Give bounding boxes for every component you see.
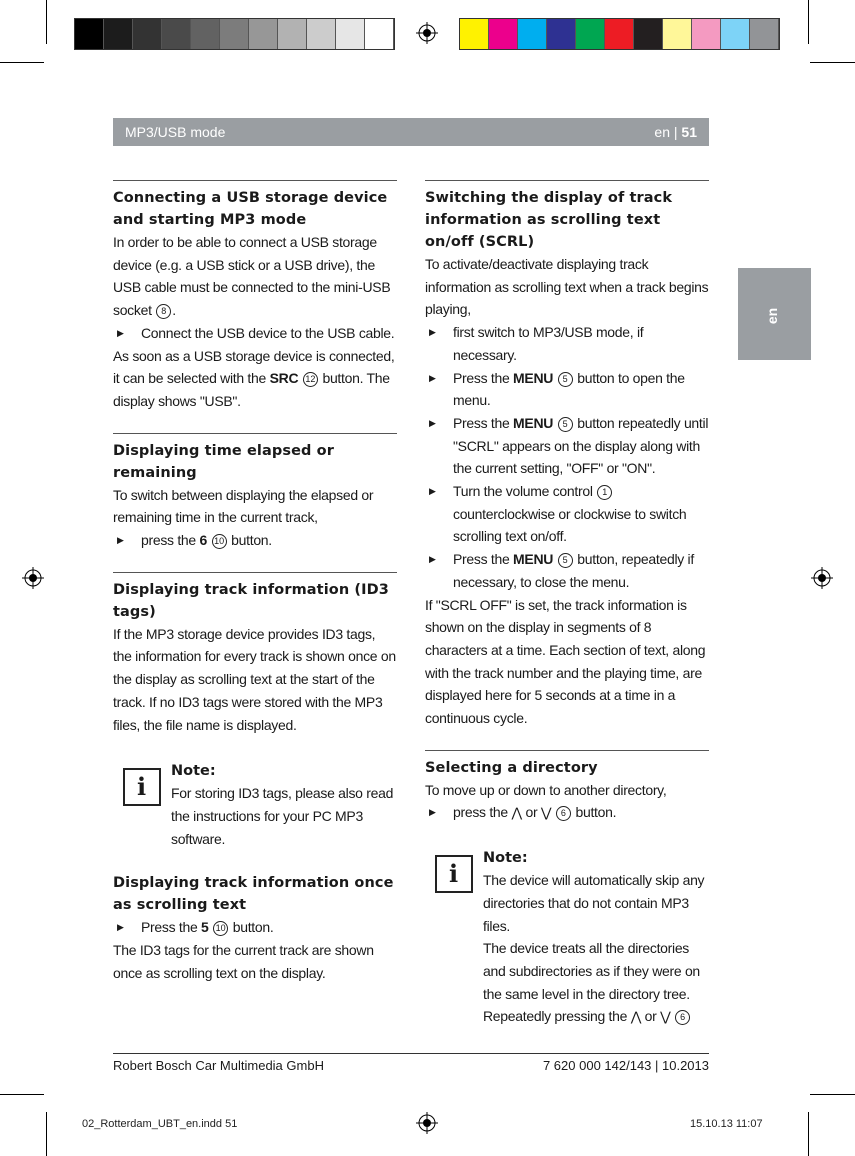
info-icon: i bbox=[123, 768, 161, 806]
section-heading: Displaying track information once as scrolling text bbox=[113, 875, 394, 914]
text: button repeatedly until "SCRL" appears on the display along with the current setting, "OFF" or "ON". bbox=[453, 414, 709, 477]
note-title: Note: bbox=[171, 763, 216, 780]
section-heading: Displaying track information (ID3 tags) bbox=[113, 581, 389, 620]
paragraph: If the MP3 storage device provides ID3 tags, the information for every track is shown once on the display as scrolling text at the start of the track. If no ID3 tags were stored with the MP3 files, the file name is displayed. bbox=[113, 625, 396, 733]
swatch bbox=[721, 19, 750, 49]
text: Turn the volume control bbox=[453, 483, 593, 500]
chevron-up-icon: ⋀ bbox=[630, 1009, 642, 1025]
note-text: For storing ID3 tags, please also read the instructions for your PC MP3 software. bbox=[171, 785, 394, 847]
ref-number: 10 bbox=[213, 921, 228, 936]
swatch bbox=[460, 19, 489, 49]
grayscale-bar bbox=[74, 18, 395, 50]
swatch bbox=[663, 19, 692, 49]
swatch bbox=[249, 19, 278, 49]
ref-number: 8 bbox=[156, 304, 171, 319]
button-name: 5 bbox=[201, 919, 209, 936]
footer-doc-number: 7 620 000 142/143 | 10.2013 bbox=[542, 1058, 709, 1073]
paragraph: To move up or down to another directory, bbox=[425, 781, 667, 798]
bullet-item bbox=[425, 548, 709, 593]
button-name: MENU bbox=[513, 369, 554, 386]
swatch bbox=[489, 19, 518, 49]
color-bar bbox=[459, 18, 780, 50]
section-heading: Connecting a USB storage device and starting MP3 mode bbox=[113, 190, 388, 228]
crop-mark bbox=[0, 1094, 44, 1095]
swatch bbox=[307, 19, 336, 49]
bullet-item bbox=[425, 801, 709, 825]
section-heading: Displaying time elapsed or remaining bbox=[113, 442, 334, 481]
paragraph: To activate/deactivate displaying track information as scrolling text when a track begins playing, bbox=[425, 256, 709, 318]
slug-date: 15.10.13 11:07 bbox=[690, 1118, 763, 1130]
section-heading: Switching the display of track information as scrolling text on/off (SCRL) bbox=[425, 190, 673, 250]
button-name: 6 bbox=[199, 532, 207, 549]
page-header bbox=[113, 118, 709, 146]
left-column bbox=[113, 180, 397, 984]
swatch bbox=[547, 19, 576, 49]
swatch bbox=[191, 19, 220, 49]
header-page: 51 bbox=[681, 124, 697, 140]
section-scroll-once bbox=[113, 872, 397, 984]
ref-number: 5 bbox=[558, 553, 573, 568]
text: Press the bbox=[453, 551, 510, 568]
language-tab-label: en bbox=[764, 307, 781, 325]
text: button. bbox=[575, 804, 617, 821]
text: or bbox=[644, 1008, 657, 1025]
bullet-item bbox=[425, 412, 709, 480]
registration-mark-icon bbox=[416, 1112, 438, 1134]
section-title: MP3/USB mode bbox=[125, 124, 226, 140]
registration-mark-icon bbox=[811, 567, 833, 589]
language-tab bbox=[738, 268, 811, 360]
slug-filename: 02_Rotterdam_UBT_en.indd 51 bbox=[82, 1118, 238, 1130]
ref-number: 12 bbox=[303, 372, 318, 387]
chevron-up-icon: ⋀ bbox=[511, 805, 522, 821]
swatch bbox=[336, 19, 365, 49]
text: The device treats all the directories and subdirectories as if they were on the same level in the directory tree. Repeatedly pressing the bbox=[483, 940, 700, 1025]
section-scrl bbox=[425, 180, 709, 730]
ref-number: 10 bbox=[212, 534, 227, 549]
text: button. bbox=[231, 532, 272, 549]
section-id3 bbox=[113, 572, 397, 737]
bullet-item bbox=[113, 529, 397, 552]
bullet-item: ▶ first switch to MP3/USB mode, if necessary. bbox=[425, 321, 709, 366]
button-name: SRC bbox=[269, 370, 299, 387]
note-text bbox=[483, 937, 709, 1029]
swatch bbox=[133, 19, 162, 49]
swatch bbox=[576, 19, 605, 49]
bullet-item: ▶ Connect the USB device to the USB cable. bbox=[113, 322, 397, 345]
section-usb bbox=[113, 180, 397, 413]
text: Press the bbox=[453, 369, 510, 386]
ref-number: 6 bbox=[675, 1010, 690, 1025]
footer-company: Robert Bosch Car Multimedia GmbH bbox=[113, 1058, 324, 1073]
text: or bbox=[525, 804, 538, 821]
ref-number: 6 bbox=[556, 806, 571, 821]
swatch bbox=[605, 19, 634, 49]
text: In order to be able to connect a USB storage device (e.g. a USB stick or a USB drive), the USB cable must be connected to the mini-USB socket bbox=[113, 234, 391, 319]
paragraph: If "SCRL OFF" is set, the track information is shown on the display in segments of 8 characters at a time. Each section of text, along with the track number and the playing time, are displayed here for 5 seconds at a time in a continuous cycle. bbox=[425, 596, 706, 727]
registration-mark-icon bbox=[416, 22, 438, 44]
text: button, repeatedly if necessary, to close the menu. bbox=[453, 551, 694, 590]
chevron-down-icon: ⋁ bbox=[660, 1009, 671, 1025]
note-title: Note: bbox=[483, 850, 528, 867]
button-name: MENU bbox=[513, 551, 554, 568]
ref-number: 5 bbox=[558, 417, 573, 432]
crop-mark bbox=[810, 62, 855, 63]
crop-mark bbox=[808, 1112, 809, 1156]
registration-mark-icon bbox=[22, 567, 44, 589]
bullet-item bbox=[425, 480, 709, 548]
section-heading: Selecting a directory bbox=[425, 759, 598, 776]
text: button to open the menu. bbox=[453, 369, 685, 409]
page-number: en | 51 bbox=[654, 124, 697, 140]
section-time bbox=[113, 433, 397, 552]
swatch bbox=[220, 19, 249, 49]
right-column bbox=[425, 180, 709, 1029]
button-name: MENU bbox=[513, 414, 554, 431]
swatch bbox=[162, 19, 191, 49]
bullet-item bbox=[425, 367, 709, 412]
paragraph bbox=[113, 345, 397, 413]
header-lang: en bbox=[654, 124, 670, 140]
swatch bbox=[104, 19, 133, 49]
note-box bbox=[425, 847, 709, 1029]
page-footer bbox=[113, 1053, 709, 1073]
text: button. The display shows "USB". bbox=[113, 370, 390, 409]
text: Press the bbox=[141, 919, 198, 936]
section-directory bbox=[425, 750, 709, 825]
text: Press the bbox=[453, 414, 510, 431]
swatch bbox=[75, 19, 104, 49]
paragraph: To switch between displaying the elapsed or remaining time in the current track, bbox=[113, 486, 374, 526]
swatch bbox=[278, 19, 307, 49]
text: counterclockwise or clockwise to switch scrolling text on/off. bbox=[453, 505, 687, 545]
swatch bbox=[518, 19, 547, 49]
note-box bbox=[113, 760, 397, 850]
swatch bbox=[365, 19, 394, 49]
crop-mark bbox=[46, 0, 47, 44]
swatch bbox=[750, 19, 779, 49]
bullet-item bbox=[113, 916, 397, 939]
crop-mark bbox=[46, 1112, 47, 1156]
text: button. bbox=[232, 919, 274, 936]
paragraph: The ID3 tags for the current track are shown once as scrolling text on the display. bbox=[113, 942, 374, 981]
crop-mark bbox=[808, 0, 809, 44]
note-text: The device will automatically skip any directories that do not contain MP3 files. bbox=[483, 872, 705, 934]
swatch bbox=[634, 19, 663, 49]
info-icon: i bbox=[435, 855, 473, 893]
chevron-down-icon: ⋁ bbox=[540, 805, 552, 821]
crop-mark bbox=[0, 62, 44, 63]
text: press the bbox=[141, 532, 196, 549]
ref-number: 1 bbox=[597, 485, 612, 500]
text: press the bbox=[453, 804, 508, 821]
ref-number: 5 bbox=[558, 372, 573, 387]
paragraph: In order to be able to connect a USB storage device (e.g. a USB stick or a USB drive), the USB cable must be connected to the mini-USB socket 8 . bbox=[113, 234, 391, 319]
text: As soon as a USB storage device is connected, it can be selected with the bbox=[113, 347, 395, 387]
swatch bbox=[692, 19, 721, 49]
crop-mark bbox=[810, 1094, 855, 1095]
